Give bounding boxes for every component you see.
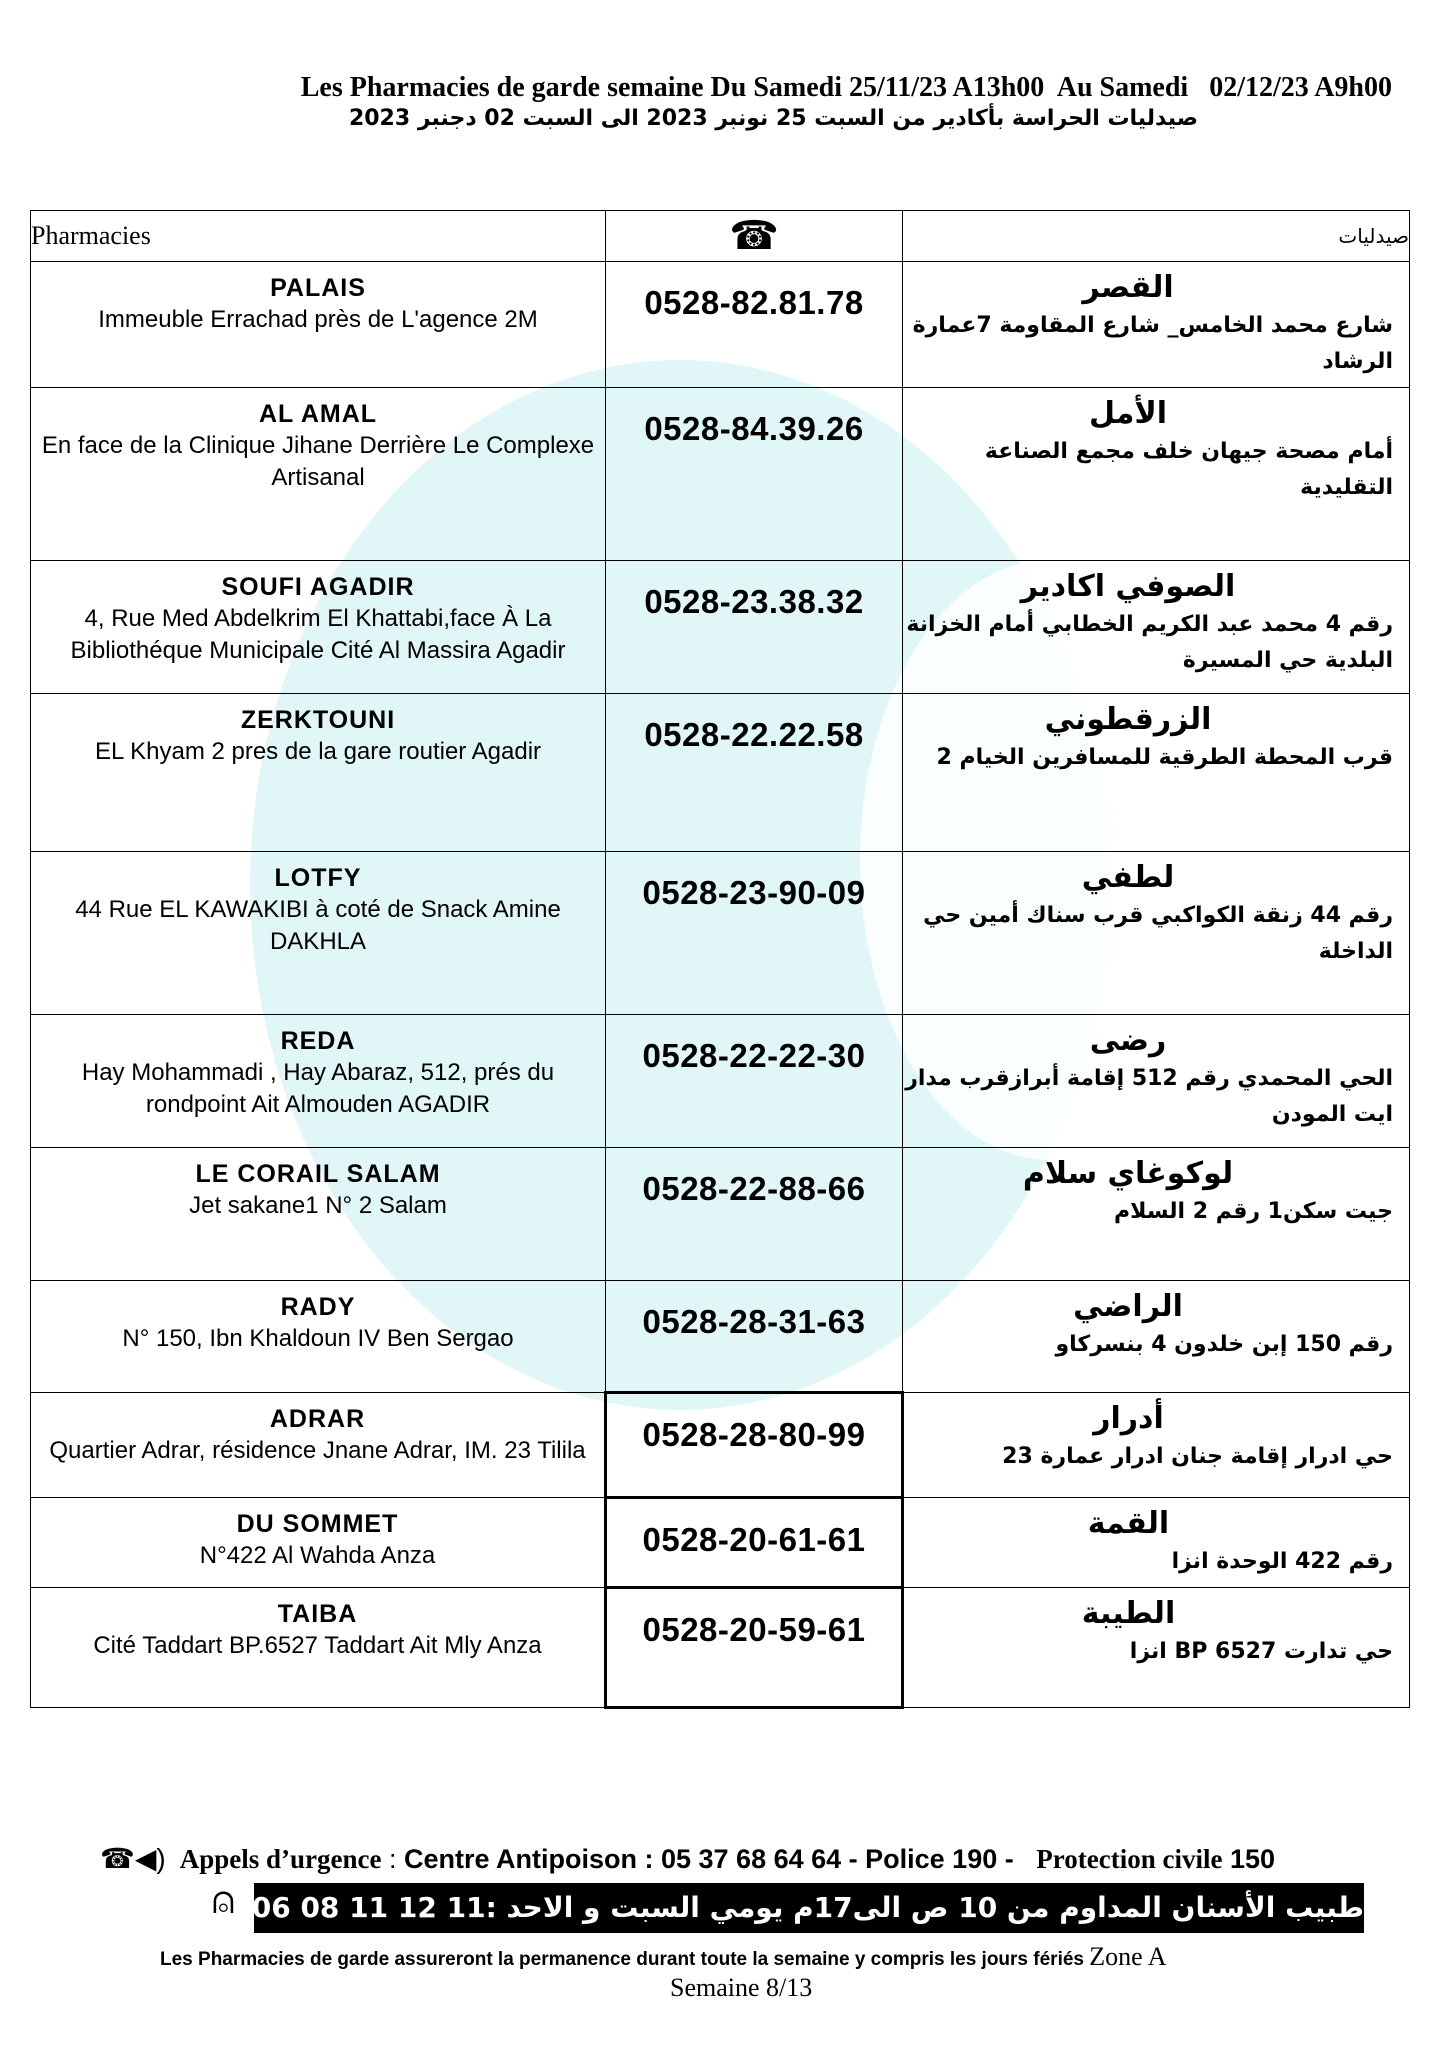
pharmacy-address: Hay Mohammadi , Hay Abaraz, 512, prés du rondpoint Ait Almouden AGADIR: [81, 1059, 555, 1118]
table-row: [31, 852, 1410, 1015]
pharmacy-ar-cell: [903, 1393, 1410, 1498]
table-row: [31, 1281, 1410, 1393]
pharmacy-address-ar: أمام مصحة جيهان خلف مجمع الصناعة التقليدية: [984, 439, 1393, 500]
table-row: [31, 388, 1410, 561]
pharmacy-ar-cell: [903, 1015, 1410, 1148]
pharmacy-address-ar: رقم 422 الوحدة انزا: [1171, 1549, 1393, 1574]
pharmacy-phone-cell: [606, 561, 903, 694]
pharmacy-name-ar: القصر: [1082, 270, 1174, 305]
pharmacy-name-ar: القمة: [1087, 1506, 1170, 1541]
tooth-icon: ⍝: [212, 1880, 235, 1922]
header-pharmacies: Pharmacies: [31, 211, 606, 262]
pharmacy-address-ar: الحي المحمدي رقم 512 إقامة أبرازقرب مدار ايت المودن: [905, 1066, 1393, 1127]
pharmacies-table: [30, 210, 1410, 1709]
week-number: Semaine 8/13: [670, 1973, 813, 2002]
header-pharmacies-ar: صيدليات: [903, 211, 1410, 262]
pharmacy-name-ar: الراضي: [1073, 1289, 1183, 1324]
pharmacy-fr-cell: [31, 262, 606, 388]
pharmacy-ar-cell: [903, 262, 1410, 388]
pharmacy-address-ar: رقم 4 محمد عبد الكريم الخطابي أمام الخزانة البلدية حي المسيرة: [906, 612, 1393, 673]
pharmacy-address-ar: رقم 44 زنقة الكواكبي قرب سناك أمين حي الداخلة: [923, 903, 1393, 964]
pharmacy-name: LE CORAIL SALAM: [195, 1160, 441, 1188]
pharmacy-name-ar: رضى: [1089, 1023, 1167, 1058]
table-row: [31, 694, 1410, 852]
pharmacy-fr-cell: [31, 1148, 606, 1281]
pharmacy-name: PALAIS: [270, 274, 366, 302]
pharmacy-address: En face de la Clinique Jihane Derrière Le Complexe Artisanal: [41, 432, 595, 491]
pharmacy-name-ar: لطفي: [1081, 860, 1175, 895]
pharmacy-fr-cell: [31, 852, 606, 1015]
pharmacy-address: Cité Taddart BP.6527 Taddart Ait Mly Anza: [93, 1632, 542, 1659]
page-title-ar: صيدليات الحراسة بأكادير من السبت 25 نونبر 2023 الى السبت 02 دجنبر 2023: [348, 106, 1198, 131]
pharmacy-address: 44 Rue EL KAWAKIBI à coté de Snack Amine DAKHLA: [75, 896, 561, 955]
telephone-icon: ☎: [606, 211, 903, 262]
pharmacy-phone: 0528-28-80-99: [642, 1416, 866, 1453]
pharmacy-name: AL AMAL: [258, 400, 378, 428]
protection-label: Protection civile: [1036, 1844, 1223, 1874]
table-row: [31, 1498, 1410, 1588]
pharmacy-name-ar: الصوفي اكادير: [1020, 569, 1236, 604]
pharmacy-phone-cell: [606, 388, 903, 561]
zone-label: Zone A: [1089, 1942, 1167, 1971]
pharmacy-phone-cell: [606, 1393, 903, 1498]
emergency-line: ☎◀) Appels d’urgence : Centre Antipoison : 05 37 68 64 64 - Police 190 - Protection civile 150: [100, 1843, 1276, 1874]
pharmacy-address-ar: حي تدارت BP 6527 انزا: [1129, 1639, 1393, 1664]
pharmacy-fr-cell: [31, 1498, 606, 1588]
pharmacy-name: TAIBA: [277, 1600, 358, 1628]
pharmacy-address: EL Khyam 2 pres de la gare routier Agadir: [94, 738, 542, 765]
pharmacy-phone-cell: [606, 1148, 903, 1281]
pharmacy-phone: 0528-22-88-66: [642, 1170, 866, 1207]
pharmacy-address: Jet sakane1 N° 2 Salam: [189, 1192, 447, 1219]
pharmacy-name: SOUFI AGADIR: [221, 573, 415, 601]
pharmacy-name: LOTFY: [274, 864, 362, 892]
pharmacy-phone: 0528-28-31-63: [642, 1303, 866, 1340]
table-row: [31, 1015, 1410, 1148]
pharmacy-fr-cell: [31, 1281, 606, 1393]
urgence-label: Appels d’urgence: [179, 1844, 382, 1874]
pharmacy-ar-cell: [903, 1148, 1410, 1281]
page-title-fr: Les Pharmacies de garde semaine Du Samedi 25/11/23 A13h00 Au Samedi 02/12/23 A9h00: [300, 72, 1392, 103]
pharmacy-phone: 0528-23-90-09: [642, 874, 866, 911]
pharmacy-address-ar: شارع محمد الخامس_ شارع المقاومة 7عمارة الرشاد: [912, 313, 1393, 374]
dentist-banner: طبيب الأسنان المداوم من 10 ص الى17م يومي السبت و الاحد :11 12 11 08 06: [254, 1883, 1364, 1933]
table-row: [31, 1148, 1410, 1281]
pharmacy-phone: 0528-82.81.78: [644, 284, 864, 321]
pharmacy-name: RADY: [280, 1293, 356, 1321]
pharmacy-phone-cell: [606, 262, 903, 388]
pharmacy-name: DU SOMMET: [236, 1510, 399, 1538]
pharmacy-ar-cell: [903, 1588, 1410, 1708]
pharmacy-name-ar: الطيبة: [1081, 1596, 1176, 1631]
pharmacy-phone-cell: [606, 1588, 903, 1708]
pharmacy-phone: 0528-20-61-61: [642, 1521, 866, 1558]
urgence-values: Centre Antipoison : 05 37 68 64 64 - Police 190 -: [404, 1844, 1014, 1874]
pharmacy-phone: 0528-22.22.58: [644, 716, 864, 753]
pharmacy-fr-cell: [31, 561, 606, 694]
pharmacy-address: 4, Rue Med Abdelkrim El Khattabi,face À La Bibliothéque Municipale Cité Al Massira Agadir: [70, 605, 566, 664]
pharmacy-address: Quartier Adrar, résidence Jnane Adrar, IM. 23 Tilila: [49, 1437, 586, 1464]
table-row: [31, 1588, 1410, 1708]
pharmacy-phone: 0528-23.38.32: [644, 583, 864, 620]
pharmacy-address-ar: حي ادرار إقامة جنان ادرار عمارة 23: [1002, 1444, 1393, 1469]
pharmacy-name: ADRAR: [269, 1405, 366, 1433]
pharmacy-address-ar: جيت سكن1 رقم 2 السلام: [1114, 1199, 1393, 1224]
pharmacy-phone: 0528-84.39.26: [644, 410, 864, 447]
pharmacy-name-ar: الزرقطوني: [1044, 702, 1212, 737]
pharmacy-name: ZERKTOUNI: [240, 706, 396, 734]
pharmacy-name-ar: لوكوغاي سلام: [1022, 1156, 1234, 1191]
pharmacy-address-ar: رقم 150 إبن خلدون 4 بنسركاو: [1055, 1332, 1393, 1357]
pharmacy-address-ar: قرب المحطة الطرقية للمسافرين الخيام 2: [936, 745, 1393, 770]
pharmacy-ar-cell: [903, 561, 1410, 694]
pharmacy-name-ar: أدرار: [1093, 1401, 1164, 1436]
pharmacy-ar-cell: [903, 1281, 1410, 1393]
phone-speaker-icon: ☎◀): [100, 1843, 166, 1874]
pharmacy-name: REDA: [280, 1027, 356, 1055]
table-row: [31, 561, 1410, 694]
pharmacy-address: Immeuble Errachad près de L'agence 2M: [98, 306, 538, 333]
pharmacy-phone: 0528-20-59-61: [642, 1611, 866, 1648]
pharmacy-ar-cell: [903, 694, 1410, 852]
table-row: [31, 1393, 1410, 1498]
pharmacy-ar-cell: [903, 852, 1410, 1015]
pharmacy-ar-cell: [903, 388, 1410, 561]
note-text: Les Pharmacies de garde assureront la permanence durant toute la semaine y compris les jours fériés: [160, 1949, 1084, 1970]
pharmacy-phone-cell: [606, 1281, 903, 1393]
pharmacy-address: N°422 Al Wahda Anza: [199, 1542, 436, 1569]
pharmacy-fr-cell: [31, 1393, 606, 1498]
pharmacy-phone: 0528-22-22-30: [642, 1037, 866, 1074]
table-row: [31, 262, 1410, 388]
pharmacy-phone-cell: [606, 852, 903, 1015]
pharmacy-fr-cell: [31, 1015, 606, 1148]
pharmacy-fr-cell: [31, 388, 606, 561]
pharmacy-address: N° 150, Ibn Khaldoun IV Ben Sergao: [122, 1325, 514, 1352]
pharmacy-ar-cell: [903, 1498, 1410, 1588]
protection-value: 150: [1229, 1844, 1276, 1874]
pharmacy-name-ar: الأمل: [1089, 396, 1167, 431]
pharmacy-phone-cell: [606, 694, 903, 852]
pharmacy-fr-cell: [31, 1588, 606, 1708]
pharmacy-phone-cell: [606, 1498, 903, 1588]
pharmacy-fr-cell: [31, 694, 606, 852]
table-header-row: [31, 211, 1410, 262]
footer-note: [160, 1942, 1167, 1972]
pharmacy-phone-cell: [606, 1015, 903, 1148]
